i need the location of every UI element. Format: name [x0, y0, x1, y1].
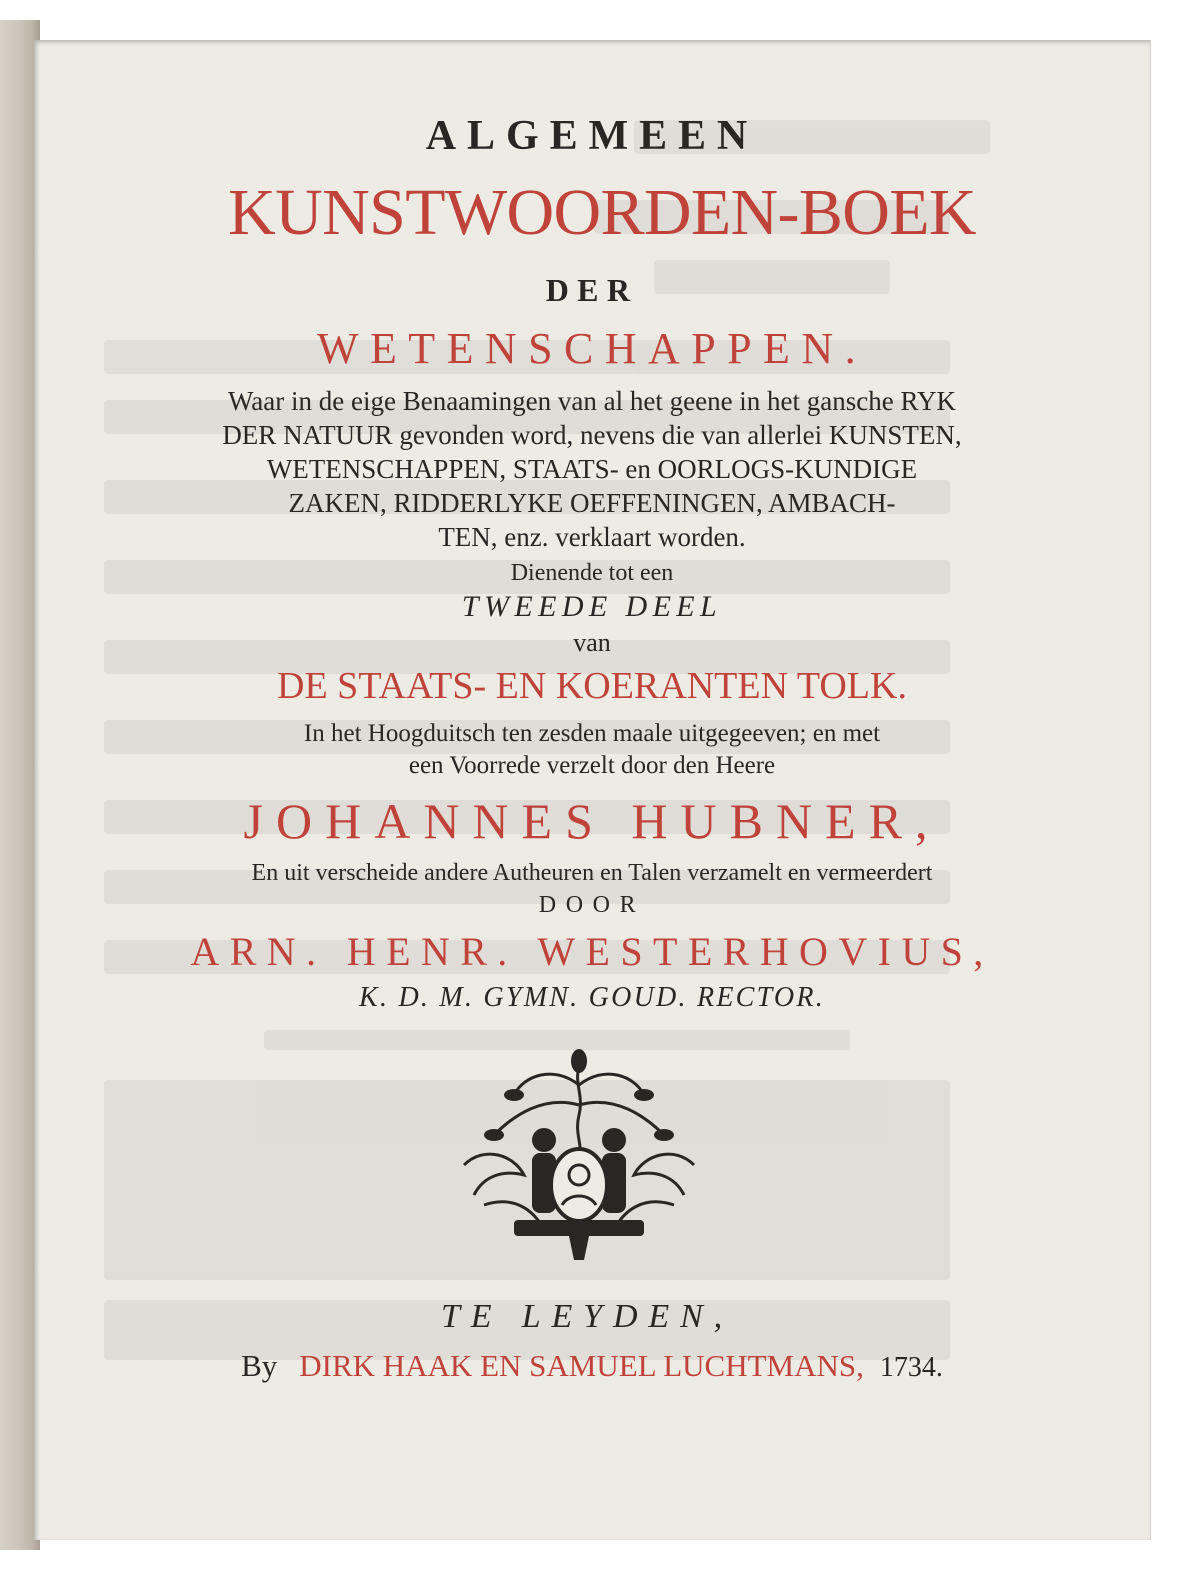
printers-device-icon [444, 1045, 714, 1265]
description-line-5: TEN, enz. verklaart worden. [438, 522, 746, 552]
edition-line-2: een Voorrede verzelt door den Heere [408, 752, 776, 779]
title-line-1: ALGEMEEN [425, 113, 759, 159]
description-line-2: DER NATUUR gevonden word, nevens die van allerlei KUNSTEN, [222, 420, 962, 450]
imprint-year: 1734. [879, 1352, 943, 1383]
editor-title: K. D. M. GYMN. GOUD. RECTOR. [359, 982, 825, 1013]
compiled-line: En uit verscheide andere Autheuren en Talen verzamelt en vermeerdert [251, 860, 933, 886]
author-name: JOHANNES HUBNER, [243, 793, 941, 849]
description-line-1: Waar in de eige Benaamingen van al het geene in het gansche RYK [227, 386, 957, 416]
serving-line: Dienende tot een [510, 560, 674, 586]
work-title: DE STAATS- EN KOERANTEN TOLK. [277, 665, 907, 707]
title-page [34, 40, 1151, 1540]
volume-line: TWEEDE DEEL [461, 590, 723, 623]
door-line: DOOR [538, 892, 646, 918]
description-line-3: WETENSCHAPPEN, STAATS- en OORLOGS-KUNDIGE [266, 454, 918, 484]
title-line-2: KUNSTWOORDEN-BOEK [228, 176, 976, 249]
van-line: van [573, 628, 611, 657]
title-line-4: WETENSCHAPPEN. [316, 324, 868, 373]
description-line-4: ZAKEN, RIDDERLYKE OEFFENINGEN, AMBACH- [288, 488, 896, 518]
imprint-by: By [241, 1348, 278, 1383]
imprint-printers: DIRK HAAK EN SAMUEL LUCHTMANS, [299, 1348, 864, 1383]
editor-name: ARN. HENR. WESTERHOVIUS, [190, 929, 994, 974]
edition-line-1: In het Hoogduitsch ten zesden maale uitgegeeven; en met [303, 720, 881, 747]
place-line: TE LEYDEN, [440, 1298, 734, 1335]
imprint-line [34, 1348, 1150, 1384]
title-line-3: DER [545, 272, 639, 308]
